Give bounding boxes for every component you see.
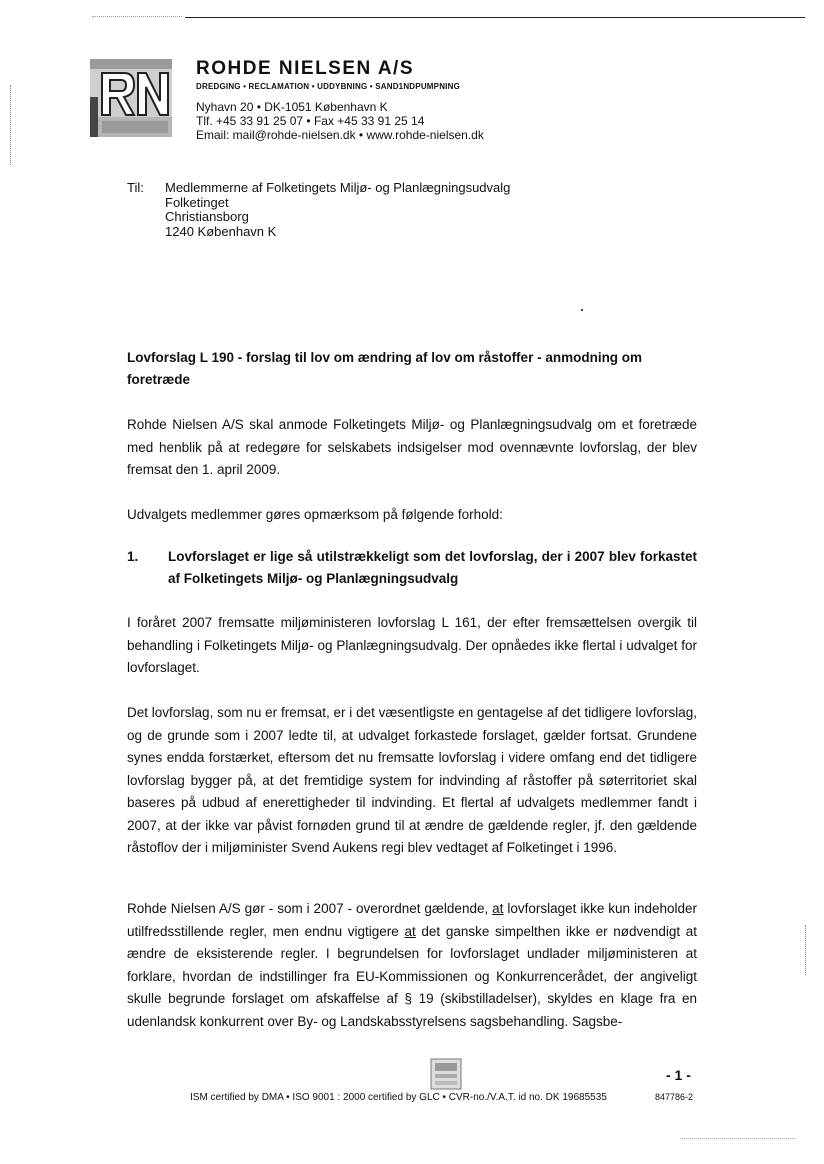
section-heading — [127, 546, 697, 590]
intro-paragraph: Rohde Nielsen A/S skal anmode Folketingets Miljø- og Planlægningsudvalg om et foretræde med henblik på at redegøre for selskabets indsigelser mod ovennævnte lovforslag, der blev fremsat den 1. april 2009. — [127, 417, 697, 477]
body-paragraph: Det lovforslag, som nu er fremsat, er i det væsentligste en gentagelse af det tidligere lovforslag, og de grunde som i 2007 ledte til, at udvalget forkastede forslaget, gælder fortsat. Grundene synes endda forstærket, eftersom det nu fremsatte lovforslag i videre omfang end det tidligere lovforslag bygger på, at det fremtidige system for indvinding af råstoffer på søterritoriet skal baseres på udbud af enerettigheder til indvinding. Et flertal af udvalgets medlemmer fandt i 2007, at der ikke var påvist fornøden grund til at ændre de gældende regler, jf. den gældende råstoflov der i miljøminister Svend Aukens regi blev vedtaget af Folketinget i 1996. — [127, 705, 697, 855]
recipient-line: Christiansborg — [165, 209, 249, 224]
company-phone: Tlf. +45 33 91 25 07 • Fax +45 33 91 25 14 — [196, 114, 425, 128]
body-paragraph — [127, 898, 697, 1033]
body-paragraph: I foråret 2007 fremsatte miljøministeren lovforslag L 161, der efter fremsættelsen overgik til behandling i Folketingets Miljø- og Planlægningsudvalg. Der opnåedes ikke flertal i udvalget for lovforslaget. — [127, 615, 697, 675]
page-number: - 1 - — [666, 1067, 691, 1083]
text-run: Rohde Nielsen A/S gør - som i 2007 - overordnet gældende, — [127, 901, 493, 916]
recipient-line: Medlemmerne af Folketingets Miljø- og Planlægningsudvalg — [165, 180, 511, 195]
scan-speck — [581, 309, 583, 311]
scan-margin-mark — [10, 85, 11, 165]
scan-dotted-line — [680, 1138, 795, 1139]
recipient-line: Folketinget — [165, 194, 229, 210]
footer-code: 847786-2 — [655, 1092, 694, 1102]
text-run: lovforslaget ikke kun indeholder utilfredsstillende regler, men endnu vigtigere — [127, 901, 697, 939]
underlined-word: at — [492, 901, 504, 916]
scan-margin-mark — [805, 925, 806, 975]
company-address: Nyhavn 20 • DK-1051 København K — [196, 100, 388, 114]
certification-seal-icon — [430, 1058, 462, 1090]
text-run: det ganske simpelthen ikke er nødvendigt at ændre de eksisterende regler. I begrundelsen for lovforslaget undlader miljøministeren at forklare, hvordan de indstillinger fra EU-Kommissionen og Konkurrencerådet, der angiveligt skulle begrunde forslaget om afskaffelse af § 19 (skibstilladelser), skyldes en klage fra en udenlandsk konkurrent over By- og Landskabsstyrelsens sagsbehandling. Sagsbe- — [127, 923, 698, 1029]
company-services: DREDGING • RECLAMATION • UDDYBNING • SAND1NDPUMPNING — [196, 82, 460, 91]
letterhead — [196, 58, 484, 142]
letter-title: Lovforslag L 190 - forslag til lov om ændring af lov om råstoffer - anmodning om foretræde — [127, 350, 643, 387]
section-heading-text: Lovforslaget er lige så utilstrækkeligt som det lovforslag, der i 2007 blev forkastet af Folketingets Miljø- og Planlægningsudvalg — [168, 549, 697, 586]
recipient-line: 1240 København K — [165, 223, 277, 239]
footer-certification: ISM certified by DMA • ISO 9001 : 2000 certified by GLC • CVR-no./V.A.T. id no. DK 19685535 — [190, 1092, 607, 1103]
underlined-word: at — [404, 923, 416, 939]
recipient-label: Til: — [127, 180, 144, 195]
scan-dotted-line — [92, 16, 182, 17]
company-name: ROHDE NIELSEN A/S — [196, 58, 414, 79]
top-rule — [185, 17, 805, 18]
company-email: Email: mail@rohde-nielsen.dk • www.rohde-nielsen.dk — [196, 128, 484, 142]
section-number: 1. — [127, 549, 139, 564]
intro-paragraph: Udvalgets medlemmer gøres opmærksom på følgende forhold: — [127, 507, 503, 522]
company-logo — [88, 57, 174, 139]
